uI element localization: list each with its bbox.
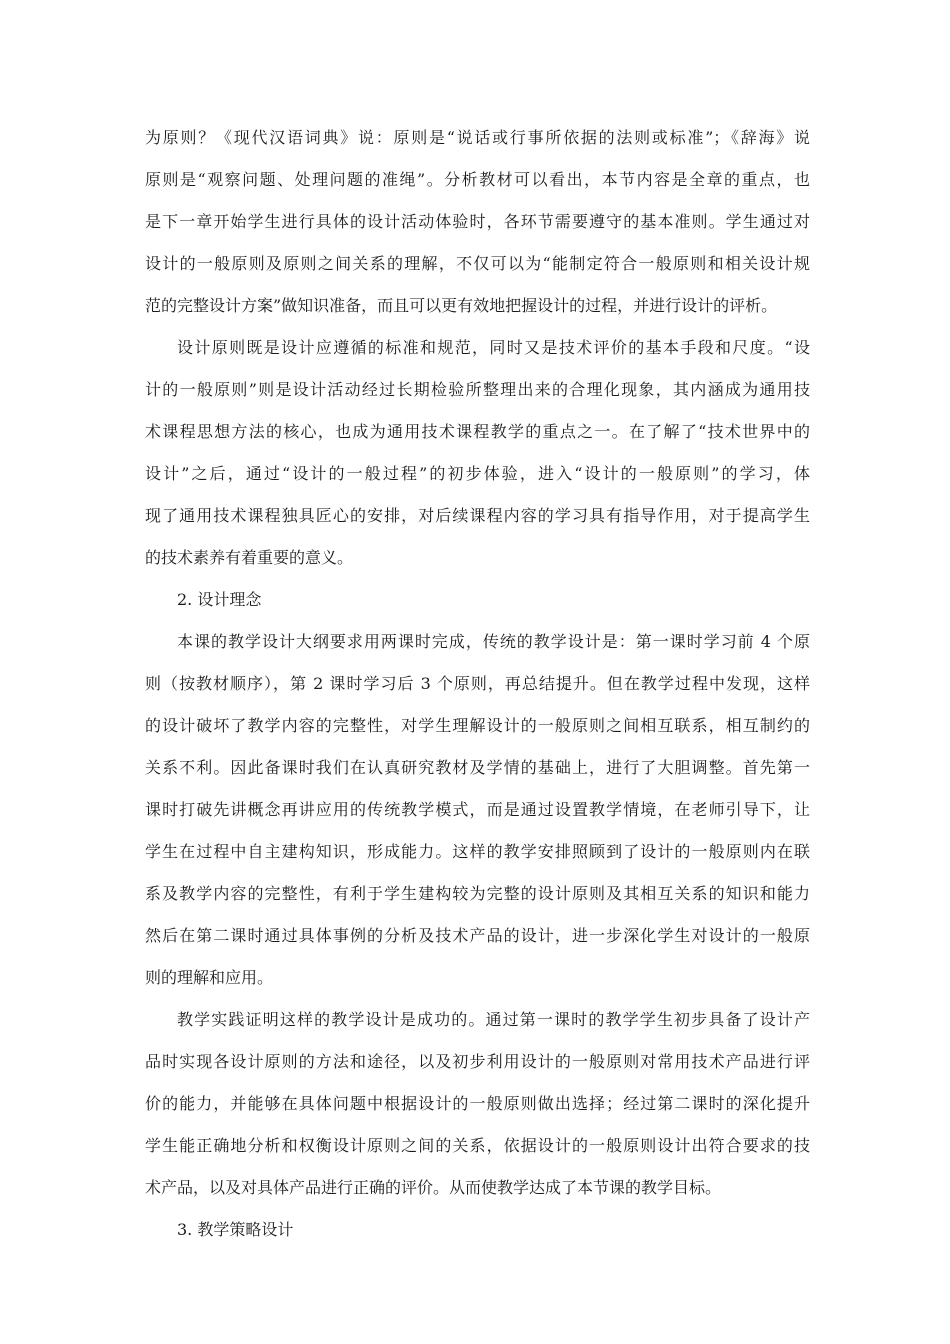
section-heading-design-concept: 2. 设计理念 [177,590,262,609]
paragraph-3-line-8: 然后在第二课时通过具体事例的分析及技术产品的设计，进一步深化学生对设计的一般原 [145,926,810,945]
paragraph-3-line-1: 本课的教学设计大纲要求用两课时完成，传统的教学设计是：第一课时学习前 4 个原 [177,632,810,651]
paragraph-3-line-7: 系及教学内容的完整性，有利于学生建构较为完整的设计原则及其相互关系的知识和能力 [145,884,810,903]
paragraph-2-line-3: 术课程思想方法的核心，也成为通用技术课程教学的重点之一。在了解了“技术世界中的 [145,422,810,441]
paragraph-4-line-5: 术产品，以及对具体产品进行正确的评价。从而使教学达成了本节课的教学目标。 [145,1178,722,1197]
paragraph-4-line-2: 品时实现各设计原则的方法和途径，以及初步利用设计的一般原则对常用技术产品进行评 [145,1052,810,1071]
paragraph-1-line-3: 是下一章开始学生进行具体的设计活动体验时，各环节需要遵守的基本准则。学生通过对 [145,212,810,231]
paragraph-3-line-5: 课时打破先讲概念再讲应用的传统教学模式，而是通过设置教学情境，在老师引导下，让 [145,800,810,819]
paragraph-1-line-4: 设计的一般原则及原则之间关系的理解，不仅可以为“能制定符合一般原则和相关设计规 [145,254,810,273]
section-heading-teaching-strategy: 3. 教学策略设计 [177,1220,294,1239]
paragraph-3-line-9: 则的理解和应用。 [145,968,274,987]
paragraph-3-line-3: 的设计破坏了教学内容的完整性，对学生理解设计的一般原则之间相互联系，相互制约的 [145,716,810,735]
paragraph-3-line-6: 学生在过程中自主建构知识，形成能力。这样的教学安排照顾到了设计的一般原则内在联 [145,842,810,861]
paragraph-2-line-2: 计的一般原则”则是设计活动经过长期检验所整理出来的合理化现象，其内涵成为通用技 [145,380,810,399]
paragraph-4-line-4: 学生能正确地分析和权衡设计原则之间的关系，依据设计的一般原则设计出符合要求的技 [145,1136,810,1155]
paragraph-2-line-4: 设计”之后，通过“设计的一般过程”的初步体验，进入“设计的一般原则”的学习，体 [145,464,810,483]
paragraph-4-line-3: 价的能力，并能够在具体问题中根据设计的一般原则做出选择；经过第二课时的深化提升 [145,1094,810,1113]
paragraph-2-line-6: 的技术素养有着重要的意义。 [145,548,354,567]
paragraph-3-line-2: 则（按教材顺序），第 2 课时学习后 3 个原则，再总结提升。但在教学过程中发现，这样 [145,674,810,693]
paragraph-2-line-5: 现了通用技术课程独具匠心的安排，对后续课程内容的学习具有指导作用，对于提高学生 [145,506,810,525]
paragraph-1-line-5: 范的完整设计方案”做知识准备，而且可以更有效地把握设计的过程，并进行设计的评析。 [145,296,778,315]
paragraph-3-line-4: 关系不利。因此备课时我们在认真研究教材及学情的基础上，进行了大胆调整。首先第一 [145,758,810,777]
paragraph-4-line-1: 教学实践证明这样的教学设计是成功的。通过第一课时的教学学生初步具备了设计产 [177,1010,810,1029]
paragraph-1-line-2: 原则是“观察问题、处理问题的准绳”。分析教材可以看出，本节内容是全章的重点，也 [145,170,810,189]
paragraph-1-line-1: 为原则？《现代汉语词典》说：原则是“说话或行事所依据的法则或标准”；《辞海》说 [145,128,810,147]
paragraph-2-line-1: 设计原则既是设计应遵循的标准和规范，同时又是技术评价的基本手段和尺度。“设 [177,338,810,357]
